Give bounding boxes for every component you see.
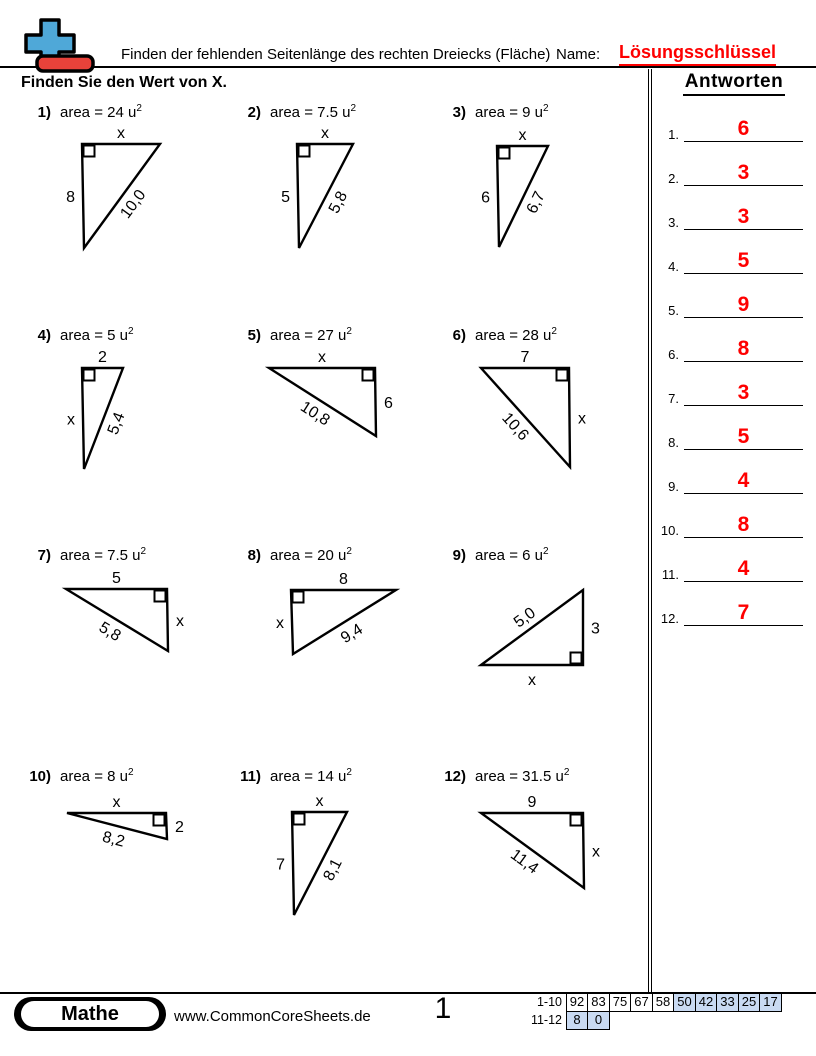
subject-badge-inner [21,1001,159,1027]
area-label: area = 7.5 $u^2$ [60,546,147,564]
answer-line [684,250,803,274]
answer-line [684,470,803,494]
answer-line [684,206,803,230]
page-number: 1 [434,992,452,1025]
triangle-figure [262,790,375,929]
problem-number: 9) [452,547,466,564]
hypotenuse-label: 5,4 [104,410,129,438]
answer-row [653,186,811,230]
area-exponent: 2 [136,103,142,114]
website-url: www.CommonCoreSheets.de [174,1008,371,1025]
area-exponent: 2 [346,546,352,557]
right-side-label: x [592,843,600,861]
subject-label: Mathe [61,1002,119,1025]
right-angle-marker [84,370,95,381]
header-rule [0,66,816,68]
answer-value: 8 [737,513,750,536]
answer-line [684,514,803,538]
answer-row [653,318,811,362]
area-exponent: 2 [542,546,549,557]
top-side-label: 8 [339,571,348,588]
answer-number: 5. [668,302,679,318]
problem-header [239,767,352,785]
left-side-label: x [67,411,75,429]
right-angle-marker [84,146,95,157]
hypotenuse-label: 10,0 [117,186,150,222]
top-side-label: 9 [527,794,537,811]
problem-header [239,546,352,564]
hypotenuse-label: 5,0 [510,604,539,632]
answer-value: 9 [737,293,750,316]
triangle-outline [481,813,584,888]
answer-value: 7 [737,601,750,624]
top-side-label: 7 [520,349,530,366]
answer-number: 10. [660,522,679,538]
area-label: area = 9 $u^2$ [475,103,549,121]
problem-header [444,326,557,344]
right-side-label: 3 [591,620,600,638]
triangle-figure [44,567,197,675]
right-angle-marker [294,814,305,825]
score-cell: 92 [566,993,589,1012]
answer-value: 6 [737,117,750,140]
problem-number: 10) [29,768,51,785]
answer-line [684,558,803,582]
left-side-label: x [276,615,284,632]
right-angle-marker [499,148,510,159]
triangle-figure [267,122,381,262]
score-cell: 75 [609,993,632,1012]
answer-number: 8. [668,434,679,450]
triangle-outline [291,590,396,654]
bottom-side-label: x [528,672,536,689]
problem-number: 1) [37,104,51,121]
hypotenuse-label: 10,8 [297,398,333,430]
answer-row [653,538,811,582]
problem-number: 5) [247,327,261,344]
area-label: area = 20 $u^2$ [270,546,352,564]
score-range-label: 11-12 [530,1012,562,1027]
area-label: area = 31.5 $u^2$ [475,767,570,785]
answer-line [684,118,803,142]
problem-header [444,103,549,121]
area-label: area = 24 $u^2$ [60,103,142,121]
answer-line [684,162,803,186]
answer-line [684,338,803,362]
right-side-label: x [578,410,586,428]
answer-line [684,602,803,626]
answers-heading [655,71,813,96]
right-angle-marker [299,146,310,157]
score-row [500,1011,782,1030]
hypotenuse-label: 11,4 [507,846,542,878]
answer-number: 1. [668,126,679,142]
answer-row [653,230,811,274]
answer-row [653,274,811,318]
answer-number: 3. [668,214,679,230]
area-label: area = 14 $u^2$ [270,767,352,785]
right-angle-marker [154,815,165,826]
subject-badge [14,997,166,1031]
area-exponent: 2 [127,326,134,337]
answer-value: 5 [737,249,750,272]
hypotenuse-label: 5,8 [325,188,352,217]
top-side-label: x [112,794,121,811]
right-angle-marker [293,592,304,603]
hypotenuse-label: 9,4 [338,620,366,648]
problem-number: 2) [247,104,261,121]
area-label: area = 27 $u^2$ [270,326,352,344]
right-angle-marker [571,653,582,664]
triangle-outline [66,589,168,651]
answer-row [653,406,811,450]
top-side-label: x [117,125,125,142]
triangle-figure [45,791,196,863]
answer-line [684,426,803,450]
answer-value: 3 [737,381,750,404]
problem-header [29,546,146,564]
score-cell: 33 [716,993,739,1012]
hypotenuse-label: 8,1 [320,856,346,884]
answer-value: 4 [737,469,750,492]
problem-header [29,767,134,785]
area-exponent: 2 [350,103,357,114]
answer-row [653,98,811,142]
score-cell: 17 [759,993,782,1012]
column-divider [648,69,652,993]
score-table [500,993,782,1030]
answers-list [653,98,811,626]
score-cell: 58 [652,993,675,1012]
area-label: area = 8 $u^2$ [60,767,134,785]
top-side-label: 5 [112,570,121,587]
logo-minus-icon [37,56,93,71]
problem-number: 6) [452,327,466,344]
score-cell: 8 [566,1011,589,1030]
triangle-outline [481,590,583,665]
problem-number: 12) [444,768,466,785]
answer-line [684,382,803,406]
answer-value: 3 [737,205,750,228]
problem-header [444,767,569,785]
left-side-label: 7 [276,856,285,874]
left-side-label: 6 [481,189,490,207]
problem-number: 8) [247,547,261,564]
answer-number: 7. [668,390,679,406]
answer-value: 5 [737,425,750,448]
area-label: area = 28 $u^2$ [475,326,557,344]
answer-number: 12. [660,610,679,626]
problem-header [444,546,549,564]
answers-heading-label: Antworten [683,71,785,96]
area-exponent: 2 [563,767,570,778]
triangle-figure [261,568,424,668]
top-side-label: 2 [98,349,107,366]
answer-value: 3 [737,161,750,184]
right-side-label: x [176,613,184,630]
top-side-label: x [321,125,329,142]
score-cell: 83 [587,993,610,1012]
answer-number: 6. [668,346,679,362]
right-angle-marker [363,370,374,381]
score-range-label: 1-10 [536,995,562,1009]
left-side-label: 5 [281,189,290,206]
score-cell: 25 [738,993,761,1012]
answer-row [653,494,811,538]
triangle-figure [459,791,613,912]
answer-row [653,450,811,494]
right-side-label: 2 [175,819,184,836]
answer-value: 8 [737,337,750,360]
area-exponent: 2 [551,326,557,337]
score-cell: 67 [630,993,653,1012]
triangle-figure [52,346,151,483]
answer-key-label: Lösungsschlüssel [619,42,776,66]
hypotenuse-label: 6,7 [523,188,549,217]
top-side-label: x [315,793,324,810]
score-row [500,993,782,1012]
score-cell: 42 [695,993,718,1012]
triangle-figure [247,346,405,460]
area-exponent: 2 [127,767,134,778]
triangle-figure [467,124,576,261]
top-side-label: x [518,127,527,144]
hypotenuse-label: 8,2 [100,828,127,851]
triangle-figure [52,122,188,262]
answer-row [653,142,811,186]
hypotenuse-label: 10,6 [498,409,532,445]
name-label: Name: [556,46,601,63]
area-label: area = 6 $u^2$ [475,546,549,564]
score-cell: 0 [587,1011,610,1030]
problem-header [239,103,356,121]
problem-header [29,326,134,344]
area-exponent: 2 [542,103,549,114]
triangle-figure [459,346,599,491]
area-exponent: 2 [140,546,147,557]
answer-row [653,362,811,406]
answer-row [653,582,811,626]
right-angle-marker [571,815,582,826]
area-label: area = 5 $u^2$ [60,326,134,344]
answer-number: 2. [668,170,679,186]
problem-number: 11) [240,768,261,785]
instruction-text: Finden Sie den Wert von X. [21,74,227,91]
answer-number: 9. [668,478,679,494]
answer-line [684,294,803,318]
top-side-label: x [318,349,326,366]
right-angle-marker [155,591,166,602]
problem-number: 4) [37,327,51,344]
score-cell: 50 [673,993,696,1012]
hypotenuse-label: 5,8 [95,619,124,646]
area-label: area = 7.5 $u^2$ [270,103,357,121]
area-exponent: 2 [346,767,352,778]
answer-number: 4. [668,258,679,274]
answer-value: 4 [737,557,750,580]
problem-number: 7) [37,547,51,564]
answer-number: 11. [661,566,679,582]
right-angle-marker [557,370,568,381]
triangle-figure [465,572,609,691]
area-exponent: 2 [346,326,352,337]
plus-minus-logo [10,14,110,76]
problem-header [29,103,142,121]
left-side-label: 8 [66,189,75,206]
right-side-label: 6 [384,395,393,412]
problem-header [239,326,352,344]
problem-number: 3) [452,104,466,121]
triangle-outline [481,368,570,467]
worksheet-title: Finden der fehlenden Seitenlänge des rechten Dreiecks (Fläche) [121,46,551,63]
